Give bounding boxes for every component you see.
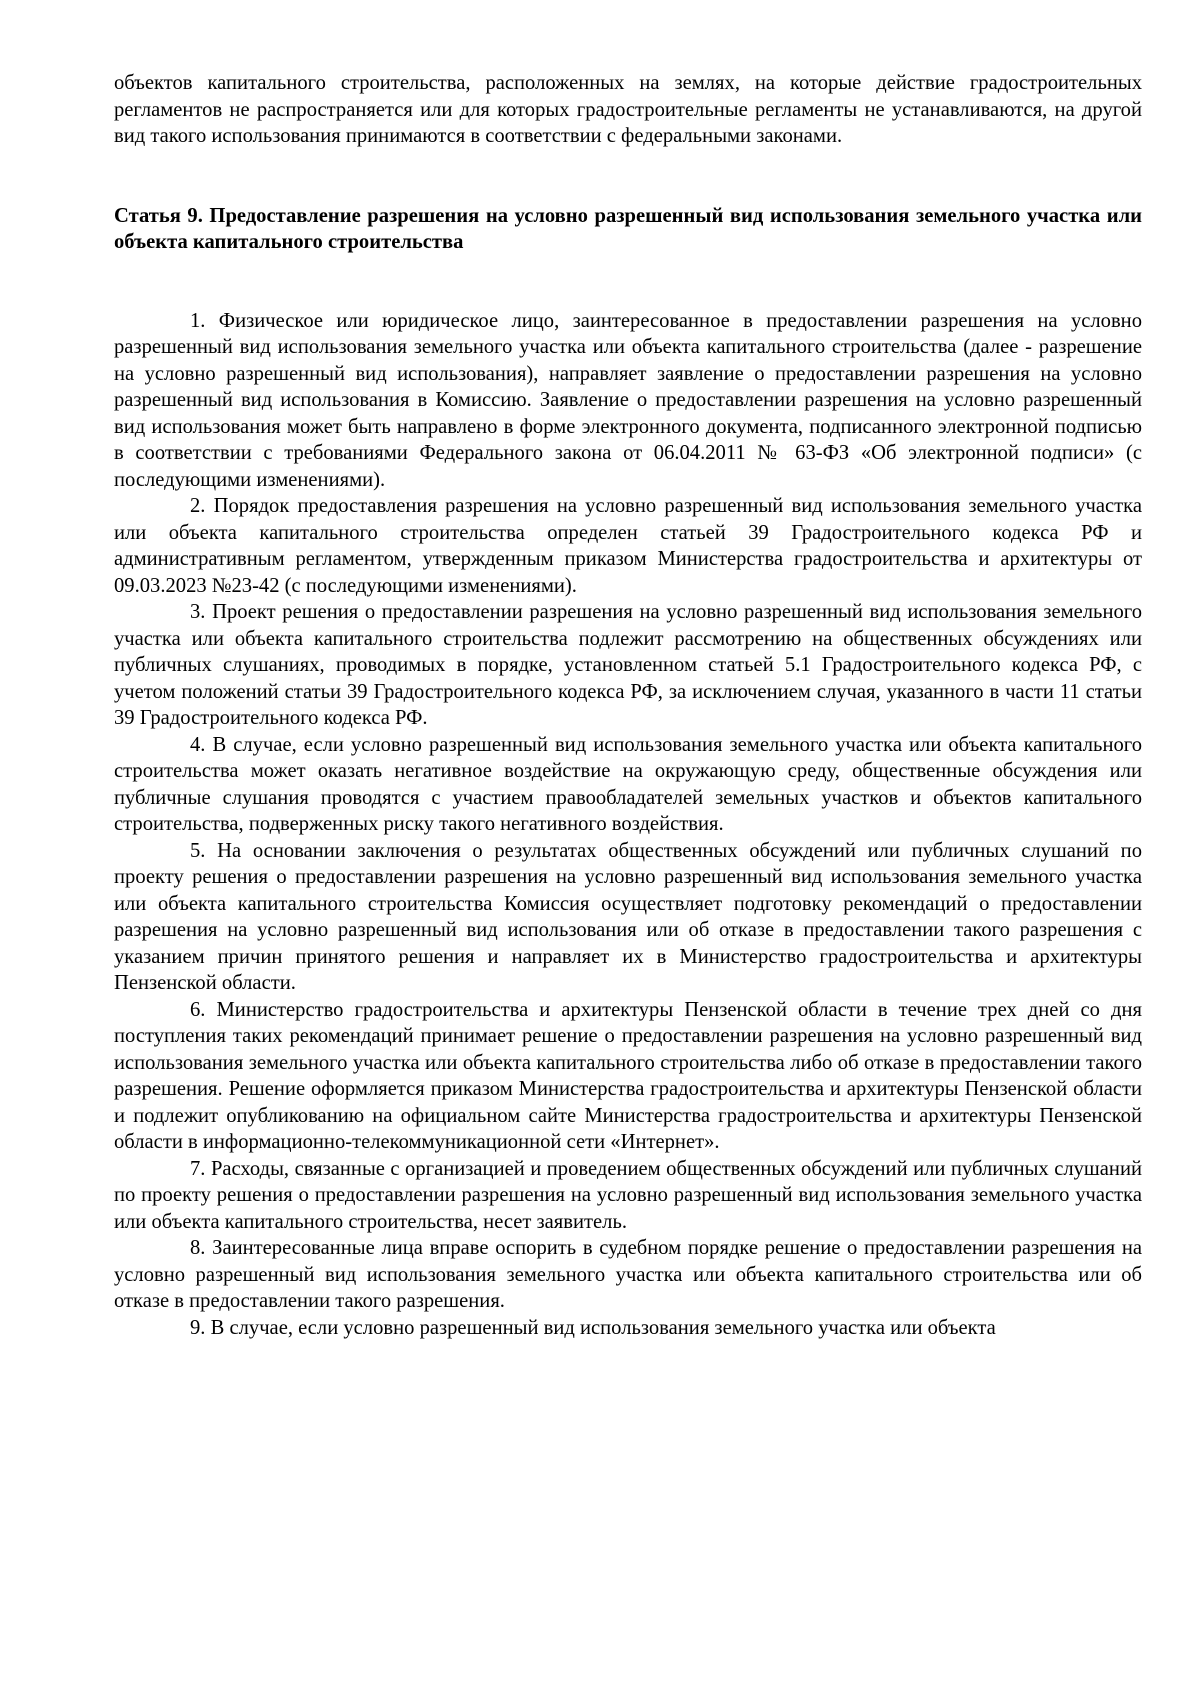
paragraph-3: 3. Проект решения о предоставлении разрешения на условно разрешенный вид использования земельного участка или объекта капитального строительства подлежит рассмотрению на общественных обсуждениях или публичных слушаниях, проводимых в порядке, установленном статьей 5.1 Градостроительного кодекса РФ, с учетом положений статьи 39 Градостроительного кодекса РФ, за исключением случая, указанного в части 11 статьи 39 Градостроительного кодекса РФ. <box>114 601 1142 729</box>
paragraph-4: 4. В случае, если условно разрешенный вид использования земельного участка или объекта капитального строительства может оказать негативное воздействие на окружающую среду, общественные обсуждения или публичные слушания проводятся с участием правообладателей земельных участков и объектов капитального строительства, подверженных риску такого негативного воздействия. <box>114 733 1142 835</box>
document-page <box>114 70 1142 1341</box>
paragraph-9: 9. В случае, если условно разрешенный вид использования земельного участка или объекта <box>190 1316 996 1339</box>
paragraph-5: 5. На основании заключения о результатах общественных обсуждений или публичных слушаний по проекту решения о предоставлении разрешения на условно разрешенный вид использования земельного участка или объекта капитального строительства Комиссия осуществляет подготовку рекомендаций о предоставлении разрешения на условно разрешенный вид использования или об отказе в предоставлении такого разрешения с указанием причин принятого решения и направляет их в Министерство градостроительства и архитектуры Пензенской области. <box>114 839 1142 994</box>
paragraph-2: 2. Порядок предоставления разрешения на условно разрешенный вид использования земельного участка или объекта капитального строительства определен статьей 39 Градостроительного кодекса РФ и административным регламентом, утвержденным приказом Министерства градостроительства и архитектуры от 09.03.2023 №23-42 (с последующими изменениями). <box>114 495 1142 597</box>
paragraph-7: 7. Расходы, связанные с организацией и проведением общественных обсуждений или публичных слушаний по проекту решения о предоставлении разрешения на условно разрешенный вид использования земельного участка или объекта капитального строительства, несет заявитель. <box>114 1157 1142 1233</box>
paragraph-1: 1. Физическое или юридическое лицо, заинтересованное в предоставлении разрешения на условно разрешенный вид использования земельного участка или объекта капитального строительства (далее - разрешение на условно разрешенный вид использования), направляет заявление о предоставлении разрешения на условно разрешенный вид использования в Комиссию. Заявление о предоставлении разрешения на условно разрешенный вид использования может быть направлено в форме электронного документа, подписанного электронной подписью в соответствии с требованиями Федерального закона от 06.04.2011 № 63-ФЗ «Об электронной подписи» (с последующими изменениями). <box>114 309 1142 491</box>
article-heading: Статья 9. Предоставление разрешения на условно разрешенный вид использования земельного участка или объекта капитального строительства <box>114 204 1142 253</box>
intro-paragraph: объектов капитального строительства, расположенных на землях, на которые действие градостроительных регламентов не распространяется или для которых градостроительные регламенты не устанавливаются, на другой вид такого использования принимаются в соответствии с федеральными законами. <box>114 72 1142 147</box>
paragraph-6: 6. Министерство градостроительства и архитектуры Пензенской области в течение трех дней со дня поступления таких рекомендаций принимает решение о предоставлении разрешения на условно разрешенный вид использования земельного участка или объекта капитального строительства либо об отказе в предоставлении такого разрешения. Решение оформляется приказом Министерства градостроительства и архитектуры Пензенской области и подлежит опубликованию на официальном сайте Министерства градостроительства и архитектуры Пензенской области в информационно-телекоммуникационной сети «Интернет». <box>114 998 1142 1153</box>
article-body <box>114 308 1142 1342</box>
paragraph-8: 8. Заинтересованные лица вправе оспорить в судебном порядке решение о предоставлении разрешения на условно разрешенный вид использования земельного участка или объекта капитального строительства или об отказе в предоставлении такого разрешения. <box>114 1237 1142 1312</box>
